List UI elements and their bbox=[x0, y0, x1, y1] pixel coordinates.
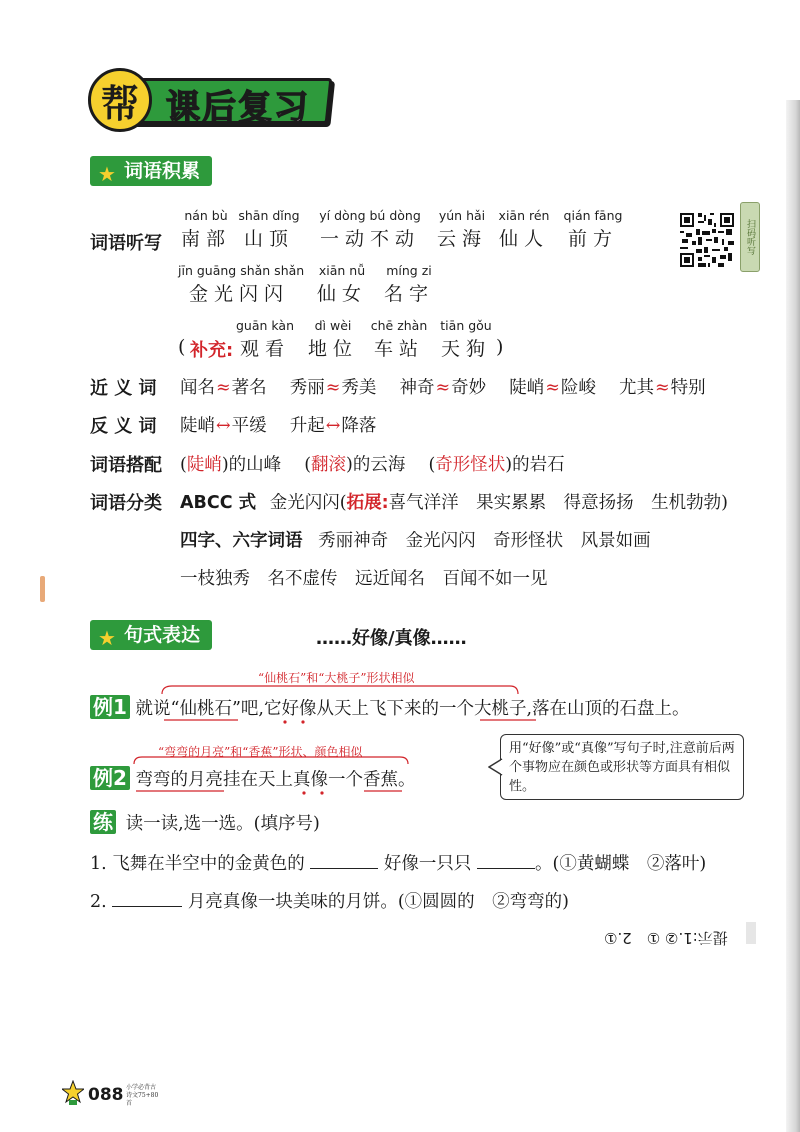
supplement-open: ( bbox=[178, 336, 186, 358]
approx-icon: ≈ bbox=[545, 378, 560, 398]
hanzi: 观看 bbox=[239, 338, 290, 360]
ex1-underlines bbox=[160, 716, 560, 726]
section-tag-sentence bbox=[90, 620, 212, 650]
classify-label: 词语分类 bbox=[90, 493, 162, 514]
approx-icon: ≈ bbox=[435, 378, 451, 398]
hanzi: 地位 bbox=[307, 338, 358, 360]
four-six-words: 秀丽神奇 金光闪闪 奇形怪状 风景如画 bbox=[318, 531, 651, 551]
antonym-word: 降落 bbox=[341, 416, 377, 436]
four-six-row-2: 一枝独秀 名不虚传 远近闻名 百闻不如一见 bbox=[180, 569, 548, 589]
pinyin: shān dǐng bbox=[238, 208, 300, 223]
synonym-word: 秀丽 bbox=[289, 378, 325, 398]
hanzi: 天狗 bbox=[440, 338, 491, 360]
synonym-word: 秀美 bbox=[341, 378, 377, 398]
antonym-word: 陡峭 bbox=[180, 416, 215, 436]
synonym-word: 闻名 bbox=[180, 378, 215, 398]
q1-text-c: 。(①黄蝴蝶 ②落叶) bbox=[535, 854, 707, 874]
word-xiannv bbox=[312, 263, 372, 306]
q2-blank[interactable] bbox=[112, 891, 182, 907]
hanzi: 车站 bbox=[373, 338, 424, 360]
practice-title: 读一读,选一选。(填序号) bbox=[125, 814, 320, 834]
collocation-noun: 的岩石 bbox=[512, 455, 565, 475]
star-icon: ★ bbox=[98, 162, 116, 186]
word-jinguangshanshan bbox=[178, 263, 305, 306]
answer-strip bbox=[746, 922, 756, 944]
collocation-fill: 奇形怪状 bbox=[435, 455, 506, 475]
hanzi: 仙人 bbox=[498, 228, 549, 250]
collocation-fill: 翻滚 bbox=[311, 455, 347, 475]
q1-blank-1[interactable] bbox=[310, 853, 378, 869]
abcc-row: ABCC 式 金光闪闪(拓展:喜气洋洋 果实累累 得意扬扬 生机勃勃) bbox=[180, 493, 728, 513]
callout-pointer bbox=[488, 758, 504, 776]
pinyin: qián fāng bbox=[563, 208, 623, 223]
hanzi: 仙女 bbox=[316, 283, 367, 305]
hanzi: 一动不动 bbox=[319, 228, 420, 250]
pinyin: jīn guāng shǎn shǎn bbox=[178, 263, 305, 278]
section-tag-vocab-label: 词语积累 bbox=[124, 160, 201, 182]
ex2-bracket bbox=[132, 754, 412, 766]
hanzi: 南部 bbox=[180, 228, 231, 250]
four-six-label: 四字、六字词语 bbox=[180, 531, 303, 551]
word-yunhai bbox=[434, 208, 490, 251]
pinyin: yún hǎi bbox=[438, 208, 486, 223]
approx-icon: ≈ bbox=[216, 378, 231, 398]
synonym-word: 特别 bbox=[670, 378, 706, 398]
word-qianfang bbox=[560, 208, 626, 251]
antonym-word: 平缓 bbox=[231, 416, 267, 436]
ex1-annotation: “仙桃石”和“大桃子”形状相似 bbox=[258, 671, 415, 685]
page-edge bbox=[786, 100, 800, 1132]
page-title: 课后复习 bbox=[166, 88, 310, 128]
collocation-list: (陡峭)的山峰 (翻滚)的云海 (奇形怪状)的岩石 bbox=[180, 455, 565, 475]
synonym-list bbox=[180, 374, 706, 399]
word-mingzi bbox=[378, 263, 440, 306]
footer-series: 小学必背古诗文75+80首 bbox=[126, 1084, 159, 1107]
word-tiangou bbox=[438, 318, 494, 361]
dictation-label: 词语听写 bbox=[90, 233, 162, 254]
pinyin: chē zhàn bbox=[370, 318, 428, 333]
question-1 bbox=[90, 850, 706, 875]
example-1-tag: 例1 bbox=[90, 695, 130, 719]
collocation-noun: 的山峰 bbox=[228, 455, 282, 475]
sentence-title: ……好像/真像…… bbox=[316, 628, 467, 649]
tip-callout: 用“好像”或“真像”写句子时,注意前后两个事物应在颜色或形状等方面具有相似性。 bbox=[500, 734, 744, 800]
approx-icon: ≈ bbox=[325, 378, 341, 398]
pinyin: xiān nǚ bbox=[318, 263, 366, 278]
pinyin: yí dòng bú dòng bbox=[319, 208, 421, 223]
synonym-label: 近 义 词 bbox=[90, 378, 157, 399]
ex2-annotation: “弯弯的月亮”和“香蕉”形状、颜色相似 bbox=[158, 745, 363, 759]
synonym-word: 著名 bbox=[231, 378, 267, 398]
example-2-tag: 例2 bbox=[90, 766, 130, 790]
collocation-label: 词语搭配 bbox=[90, 455, 162, 476]
pinyin: xiān rén bbox=[498, 208, 550, 223]
question-2 bbox=[90, 888, 569, 913]
antonym-word: 升起 bbox=[289, 416, 325, 436]
double-arrow-icon: ↔ bbox=[325, 416, 341, 436]
help-badge: 帮 bbox=[88, 68, 152, 132]
ex2-text: 弯弯的月亮挂在天上真像一个香蕉。 bbox=[135, 770, 416, 790]
answer-hint: 提示:1.② ① 2.① bbox=[604, 929, 728, 947]
double-arrow-icon: ↔ bbox=[216, 416, 231, 436]
abcc-type: ABCC 式 bbox=[180, 493, 257, 513]
word-yidongbudong bbox=[314, 208, 426, 251]
supplement-label: 补充: bbox=[190, 340, 234, 361]
supplement-close: ) bbox=[496, 336, 504, 358]
synonym-word: 神奇 bbox=[399, 378, 435, 398]
antonym-label: 反 义 词 bbox=[90, 416, 157, 437]
q2-text-a: 2. bbox=[90, 892, 107, 912]
hanzi: 云海 bbox=[436, 228, 487, 250]
hanzi: 名字 bbox=[383, 283, 434, 305]
abcc-expand: 喜气洋洋 果实累累 得意扬扬 生机勃勃 bbox=[388, 493, 722, 513]
mascot-star-icon bbox=[62, 1080, 84, 1106]
word-guankan bbox=[236, 318, 294, 361]
word-diwei bbox=[304, 318, 362, 361]
approx-icon: ≈ bbox=[655, 378, 670, 398]
ex1-text: 就说“仙桃石”吧,它好像从天上飞下来的一个大桃子,落在山顶的石盘上。 bbox=[135, 699, 690, 719]
abcc-word: 金光闪闪 bbox=[269, 493, 340, 513]
hanzi: 金光闪闪 bbox=[188, 283, 289, 305]
word-nanbu bbox=[178, 208, 234, 251]
pinyin: nán bù bbox=[184, 208, 228, 223]
word-chezhan bbox=[368, 318, 430, 361]
q1-text-a: 1. 飞舞在半空中的金黄色的 bbox=[90, 854, 305, 874]
word-shanding bbox=[238, 208, 300, 251]
margin-mark bbox=[40, 576, 45, 602]
practice-tag: 练 bbox=[90, 810, 116, 834]
synonym-word: 尤其 bbox=[619, 378, 654, 398]
q1-text-b: 好像一只只 bbox=[383, 854, 472, 874]
section-tag-vocab bbox=[90, 156, 212, 186]
synonym-word: 奇妙 bbox=[451, 378, 487, 398]
section-tag-sentence-label: 句式表达 bbox=[124, 624, 201, 646]
side-tab: 扫码听写 bbox=[740, 202, 760, 272]
synonym-word: 陡峭 bbox=[509, 378, 545, 398]
antonym-list bbox=[180, 412, 376, 437]
pinyin: míng zi bbox=[386, 263, 432, 278]
hanzi: 山顶 bbox=[243, 228, 294, 250]
collocation-fill: 陡峭 bbox=[186, 455, 222, 475]
expand-label: 拓展: bbox=[346, 493, 389, 513]
collocation-noun: 的云海 bbox=[352, 455, 406, 475]
header-banner bbox=[84, 66, 332, 128]
page-number: 088 bbox=[88, 1085, 124, 1105]
q1-blank-2[interactable] bbox=[477, 853, 535, 869]
four-six-row bbox=[180, 527, 651, 552]
practice-line bbox=[90, 810, 320, 835]
ex1-bracket bbox=[160, 682, 520, 696]
qr-code-icon[interactable] bbox=[678, 210, 736, 270]
ex2-underlines bbox=[132, 787, 432, 797]
pinyin: guān kàn bbox=[236, 318, 295, 333]
synonym-word: 险峻 bbox=[560, 378, 596, 398]
star-icon: ★ bbox=[98, 626, 116, 650]
hanzi: 前方 bbox=[567, 228, 618, 250]
word-xianren bbox=[494, 208, 554, 251]
pinyin: tiān gǒu bbox=[440, 318, 492, 333]
q2-text-b: 月亮真像一块美味的月饼。(①圆圆的 ②弯弯的) bbox=[187, 892, 570, 912]
pinyin: dì wèi bbox=[314, 318, 352, 333]
